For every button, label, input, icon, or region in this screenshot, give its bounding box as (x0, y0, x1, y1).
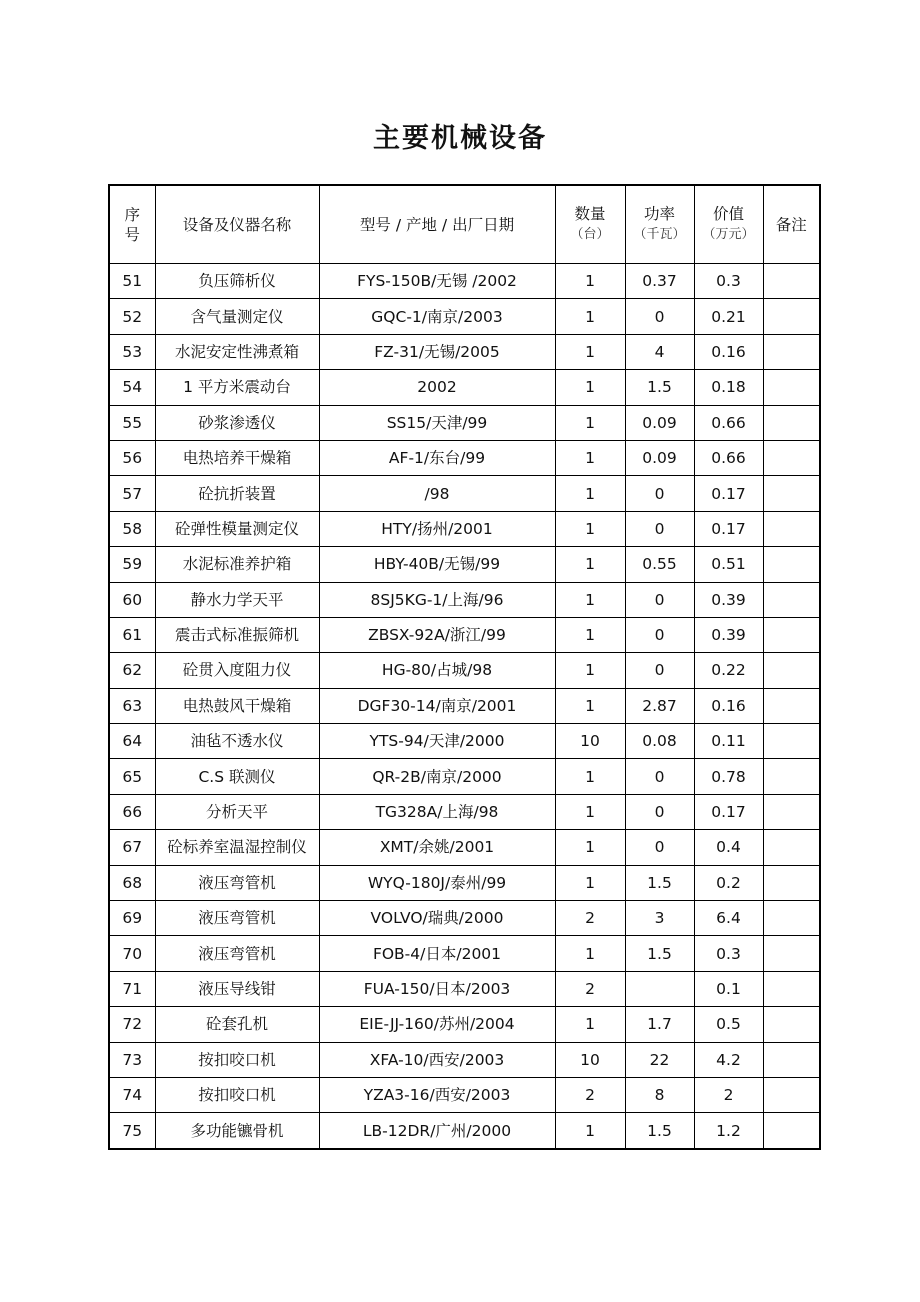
header-value (694, 185, 763, 264)
table-row (109, 405, 820, 440)
cell-qty: 1 (555, 264, 625, 299)
cell-seq: 67 (109, 830, 155, 865)
cell-qty: 1 (555, 794, 625, 829)
cell-name: 液压导线钳 (155, 971, 319, 1006)
cell-qty: 1 (555, 759, 625, 794)
cell-note (763, 830, 820, 865)
cell-note (763, 547, 820, 582)
cell-note (763, 1077, 820, 1112)
table-row (109, 688, 820, 723)
cell-model: AF-1/东台/99 (319, 440, 555, 475)
cell-model: FZ-31/无锡/2005 (319, 334, 555, 369)
cell-value: 0.66 (694, 405, 763, 440)
cell-model: WYQ-180J/泰州/99 (319, 865, 555, 900)
header-note: 备注 (763, 185, 820, 264)
cell-note (763, 1113, 820, 1149)
cell-power: 8 (625, 1077, 694, 1112)
cell-note (763, 1007, 820, 1042)
header-name: 设备及仪器名称 (155, 185, 319, 264)
page-title: 主要机械设备 (373, 123, 547, 154)
table-row (109, 264, 820, 299)
cell-model: EIE-JJ-160/苏州/2004 (319, 1007, 555, 1042)
cell-qty: 1 (555, 334, 625, 369)
cell-name: 水泥安定性沸煮箱 (155, 334, 319, 369)
cell-seq: 51 (109, 264, 155, 299)
cell-name: 电热培养干燥箱 (155, 440, 319, 475)
cell-note (763, 724, 820, 759)
header-qty-label: 数量 (574, 205, 606, 223)
table-row (109, 476, 820, 511)
cell-seq: 73 (109, 1042, 155, 1077)
table-row (109, 1113, 820, 1149)
table-row (109, 617, 820, 652)
cell-power: 1.5 (625, 936, 694, 971)
cell-model: LB-12DR/广州/2000 (319, 1113, 555, 1149)
cell-model: FUA-150/日本/2003 (319, 971, 555, 1006)
header-seq-label: 序号 (124, 205, 140, 244)
cell-qty: 2 (555, 901, 625, 936)
cell-qty: 10 (555, 1042, 625, 1077)
header-model: 型号 / 产地 / 出厂日期 (319, 185, 555, 264)
cell-seq: 64 (109, 724, 155, 759)
cell-note (763, 936, 820, 971)
cell-value: 0.3 (694, 936, 763, 971)
cell-qty: 1 (555, 440, 625, 475)
cell-name: 油毡不透水仪 (155, 724, 319, 759)
cell-model: VOLVO/瑞典/2000 (319, 901, 555, 936)
cell-qty: 1 (555, 582, 625, 617)
header-value-unit: （万元） (702, 227, 755, 242)
cell-name: 电热鼓风干燥箱 (155, 688, 319, 723)
table-row (109, 511, 820, 546)
cell-model: FYS-150B/无锡 /2002 (319, 264, 555, 299)
cell-value: 0.11 (694, 724, 763, 759)
cell-power: 1.5 (625, 1113, 694, 1149)
cell-qty: 1 (555, 299, 625, 334)
cell-note (763, 1042, 820, 1077)
cell-model: HBY-40B/无锡/99 (319, 547, 555, 582)
cell-name: 砂浆渗透仪 (155, 405, 319, 440)
table-row (109, 547, 820, 582)
cell-name: 砼弹性模量测定仪 (155, 511, 319, 546)
cell-power: 1.5 (625, 865, 694, 900)
table-row (109, 1042, 820, 1077)
cell-note (763, 264, 820, 299)
header-qty-unit: （台） (570, 227, 610, 242)
cell-model: ZBSX-92A/浙江/99 (319, 617, 555, 652)
cell-model: DGF30-14/南京/2001 (319, 688, 555, 723)
cell-seq: 59 (109, 547, 155, 582)
cell-seq: 68 (109, 865, 155, 900)
cell-name: 液压弯管机 (155, 865, 319, 900)
cell-power: 0 (625, 582, 694, 617)
cell-name: 砼套孔机 (155, 1007, 319, 1042)
cell-value: 0.2 (694, 865, 763, 900)
cell-qty: 1 (555, 830, 625, 865)
cell-note (763, 865, 820, 900)
cell-name: 水泥标准养护箱 (155, 547, 319, 582)
cell-value: 0.16 (694, 688, 763, 723)
cell-value: 0.18 (694, 370, 763, 405)
cell-value: 6.4 (694, 901, 763, 936)
cell-name: 砼贯入度阻力仪 (155, 653, 319, 688)
cell-name: C.S 联测仪 (155, 759, 319, 794)
cell-value: 0.39 (694, 582, 763, 617)
cell-qty: 1 (555, 617, 625, 652)
cell-power: 0.09 (625, 405, 694, 440)
cell-value: 0.22 (694, 653, 763, 688)
cell-seq: 53 (109, 334, 155, 369)
cell-name: 1 平方米震动台 (155, 370, 319, 405)
cell-power: 0.08 (625, 724, 694, 759)
table-row (109, 724, 820, 759)
cell-power: 4 (625, 334, 694, 369)
cell-note (763, 688, 820, 723)
table-row (109, 830, 820, 865)
cell-value: 0.1 (694, 971, 763, 1006)
cell-model: GQC-1/南京/2003 (319, 299, 555, 334)
cell-qty: 1 (555, 865, 625, 900)
table-body (109, 264, 820, 1149)
cell-qty: 10 (555, 724, 625, 759)
cell-name: 含气量测定仪 (155, 299, 319, 334)
cell-power: 0 (625, 830, 694, 865)
cell-value: 1.2 (694, 1113, 763, 1149)
cell-name: 按扣咬口机 (155, 1042, 319, 1077)
cell-value: 0.78 (694, 759, 763, 794)
cell-qty: 1 (555, 653, 625, 688)
cell-power: 0 (625, 299, 694, 334)
cell-note (763, 759, 820, 794)
cell-name: 多功能镳骨机 (155, 1113, 319, 1149)
table-row (109, 794, 820, 829)
table-row (109, 865, 820, 900)
cell-power: 0 (625, 476, 694, 511)
cell-value: 0.4 (694, 830, 763, 865)
cell-qty: 1 (555, 936, 625, 971)
cell-value: 0.21 (694, 299, 763, 334)
cell-seq: 66 (109, 794, 155, 829)
cell-power: 0 (625, 794, 694, 829)
cell-value: 0.39 (694, 617, 763, 652)
cell-note (763, 794, 820, 829)
cell-value: 0.51 (694, 547, 763, 582)
cell-seq: 56 (109, 440, 155, 475)
cell-model: FOB-4/日本/2001 (319, 936, 555, 971)
table-row (109, 582, 820, 617)
cell-model: YZA3-16/西安/2003 (319, 1077, 555, 1112)
header-value-label: 价值 (712, 205, 744, 223)
table-row (109, 334, 820, 369)
cell-seq: 69 (109, 901, 155, 936)
cell-power: 0.09 (625, 440, 694, 475)
cell-value: 4.2 (694, 1042, 763, 1077)
cell-qty: 1 (555, 405, 625, 440)
cell-note (763, 582, 820, 617)
cell-power (625, 971, 694, 1006)
cell-model: HTY/扬州/2001 (319, 511, 555, 546)
cell-qty: 1 (555, 547, 625, 582)
header-power (625, 185, 694, 264)
cell-seq: 54 (109, 370, 155, 405)
cell-model: HG-80/占城/98 (319, 653, 555, 688)
table-header-row (109, 185, 820, 264)
cell-model: SS15/天津/99 (319, 405, 555, 440)
cell-name: 分析天平 (155, 794, 319, 829)
cell-seq: 75 (109, 1113, 155, 1149)
cell-power: 0.37 (625, 264, 694, 299)
cell-seq: 52 (109, 299, 155, 334)
cell-name: 按扣咬口机 (155, 1077, 319, 1112)
cell-name: 震击式标准振筛机 (155, 617, 319, 652)
cell-seq: 60 (109, 582, 155, 617)
cell-seq: 65 (109, 759, 155, 794)
cell-seq: 71 (109, 971, 155, 1006)
cell-qty: 1 (555, 476, 625, 511)
cell-note (763, 511, 820, 546)
cell-value: 0.17 (694, 476, 763, 511)
cell-model: QR-2B/南京/2000 (319, 759, 555, 794)
cell-seq: 58 (109, 511, 155, 546)
cell-value: 0.66 (694, 440, 763, 475)
table-row (109, 759, 820, 794)
cell-qty: 1 (555, 1007, 625, 1042)
cell-note (763, 405, 820, 440)
cell-model: XFA-10/西安/2003 (319, 1042, 555, 1077)
equipment-table (108, 184, 821, 1150)
cell-model: /98 (319, 476, 555, 511)
cell-model: YTS-94/天津/2000 (319, 724, 555, 759)
cell-seq: 57 (109, 476, 155, 511)
table-row (109, 971, 820, 1006)
table-row (109, 1077, 820, 1112)
cell-name: 砼抗折装置 (155, 476, 319, 511)
cell-note (763, 617, 820, 652)
cell-note (763, 299, 820, 334)
cell-power: 0 (625, 617, 694, 652)
cell-power: 0.55 (625, 547, 694, 582)
cell-model: 8SJ5KG-1/上海/96 (319, 582, 555, 617)
cell-value: 0.17 (694, 794, 763, 829)
table-row (109, 1007, 820, 1042)
cell-name: 砼标养室温湿控制仪 (155, 830, 319, 865)
cell-note (763, 476, 820, 511)
cell-name: 液压弯管机 (155, 936, 319, 971)
table-row (109, 936, 820, 971)
table-row (109, 440, 820, 475)
table-row (109, 653, 820, 688)
cell-power: 3 (625, 901, 694, 936)
table-row (109, 370, 820, 405)
table-row (109, 299, 820, 334)
cell-qty: 2 (555, 1077, 625, 1112)
cell-power: 0 (625, 511, 694, 546)
cell-power: 0 (625, 759, 694, 794)
cell-qty: 1 (555, 688, 625, 723)
cell-note (763, 901, 820, 936)
cell-qty: 1 (555, 370, 625, 405)
header-seq (109, 185, 155, 264)
cell-value: 0.5 (694, 1007, 763, 1042)
cell-name: 液压弯管机 (155, 901, 319, 936)
cell-power: 1.5 (625, 370, 694, 405)
cell-power: 22 (625, 1042, 694, 1077)
cell-value: 0.16 (694, 334, 763, 369)
cell-power: 0 (625, 653, 694, 688)
cell-seq: 55 (109, 405, 155, 440)
table-row (109, 901, 820, 936)
cell-note (763, 971, 820, 1006)
cell-value: 0.3 (694, 264, 763, 299)
header-power-label: 功率 (643, 205, 675, 223)
cell-note (763, 334, 820, 369)
cell-model: XMT/余姚/2001 (319, 830, 555, 865)
cell-qty: 1 (555, 511, 625, 546)
cell-model: TG328A/上海/98 (319, 794, 555, 829)
cell-power: 2.87 (625, 688, 694, 723)
cell-note (763, 653, 820, 688)
cell-seq: 70 (109, 936, 155, 971)
cell-name: 静水力学天平 (155, 582, 319, 617)
header-power-unit: （千瓦） (633, 227, 686, 242)
cell-seq: 62 (109, 653, 155, 688)
cell-note (763, 440, 820, 475)
cell-value: 2 (694, 1077, 763, 1112)
cell-seq: 61 (109, 617, 155, 652)
cell-qty: 2 (555, 971, 625, 1006)
cell-power: 1.7 (625, 1007, 694, 1042)
header-qty (555, 185, 625, 264)
cell-seq: 63 (109, 688, 155, 723)
cell-value: 0.17 (694, 511, 763, 546)
cell-seq: 74 (109, 1077, 155, 1112)
cell-note (763, 370, 820, 405)
cell-seq: 72 (109, 1007, 155, 1042)
cell-qty: 1 (555, 1113, 625, 1149)
cell-name: 负压筛析仪 (155, 264, 319, 299)
cell-model: 2002 (319, 370, 555, 405)
